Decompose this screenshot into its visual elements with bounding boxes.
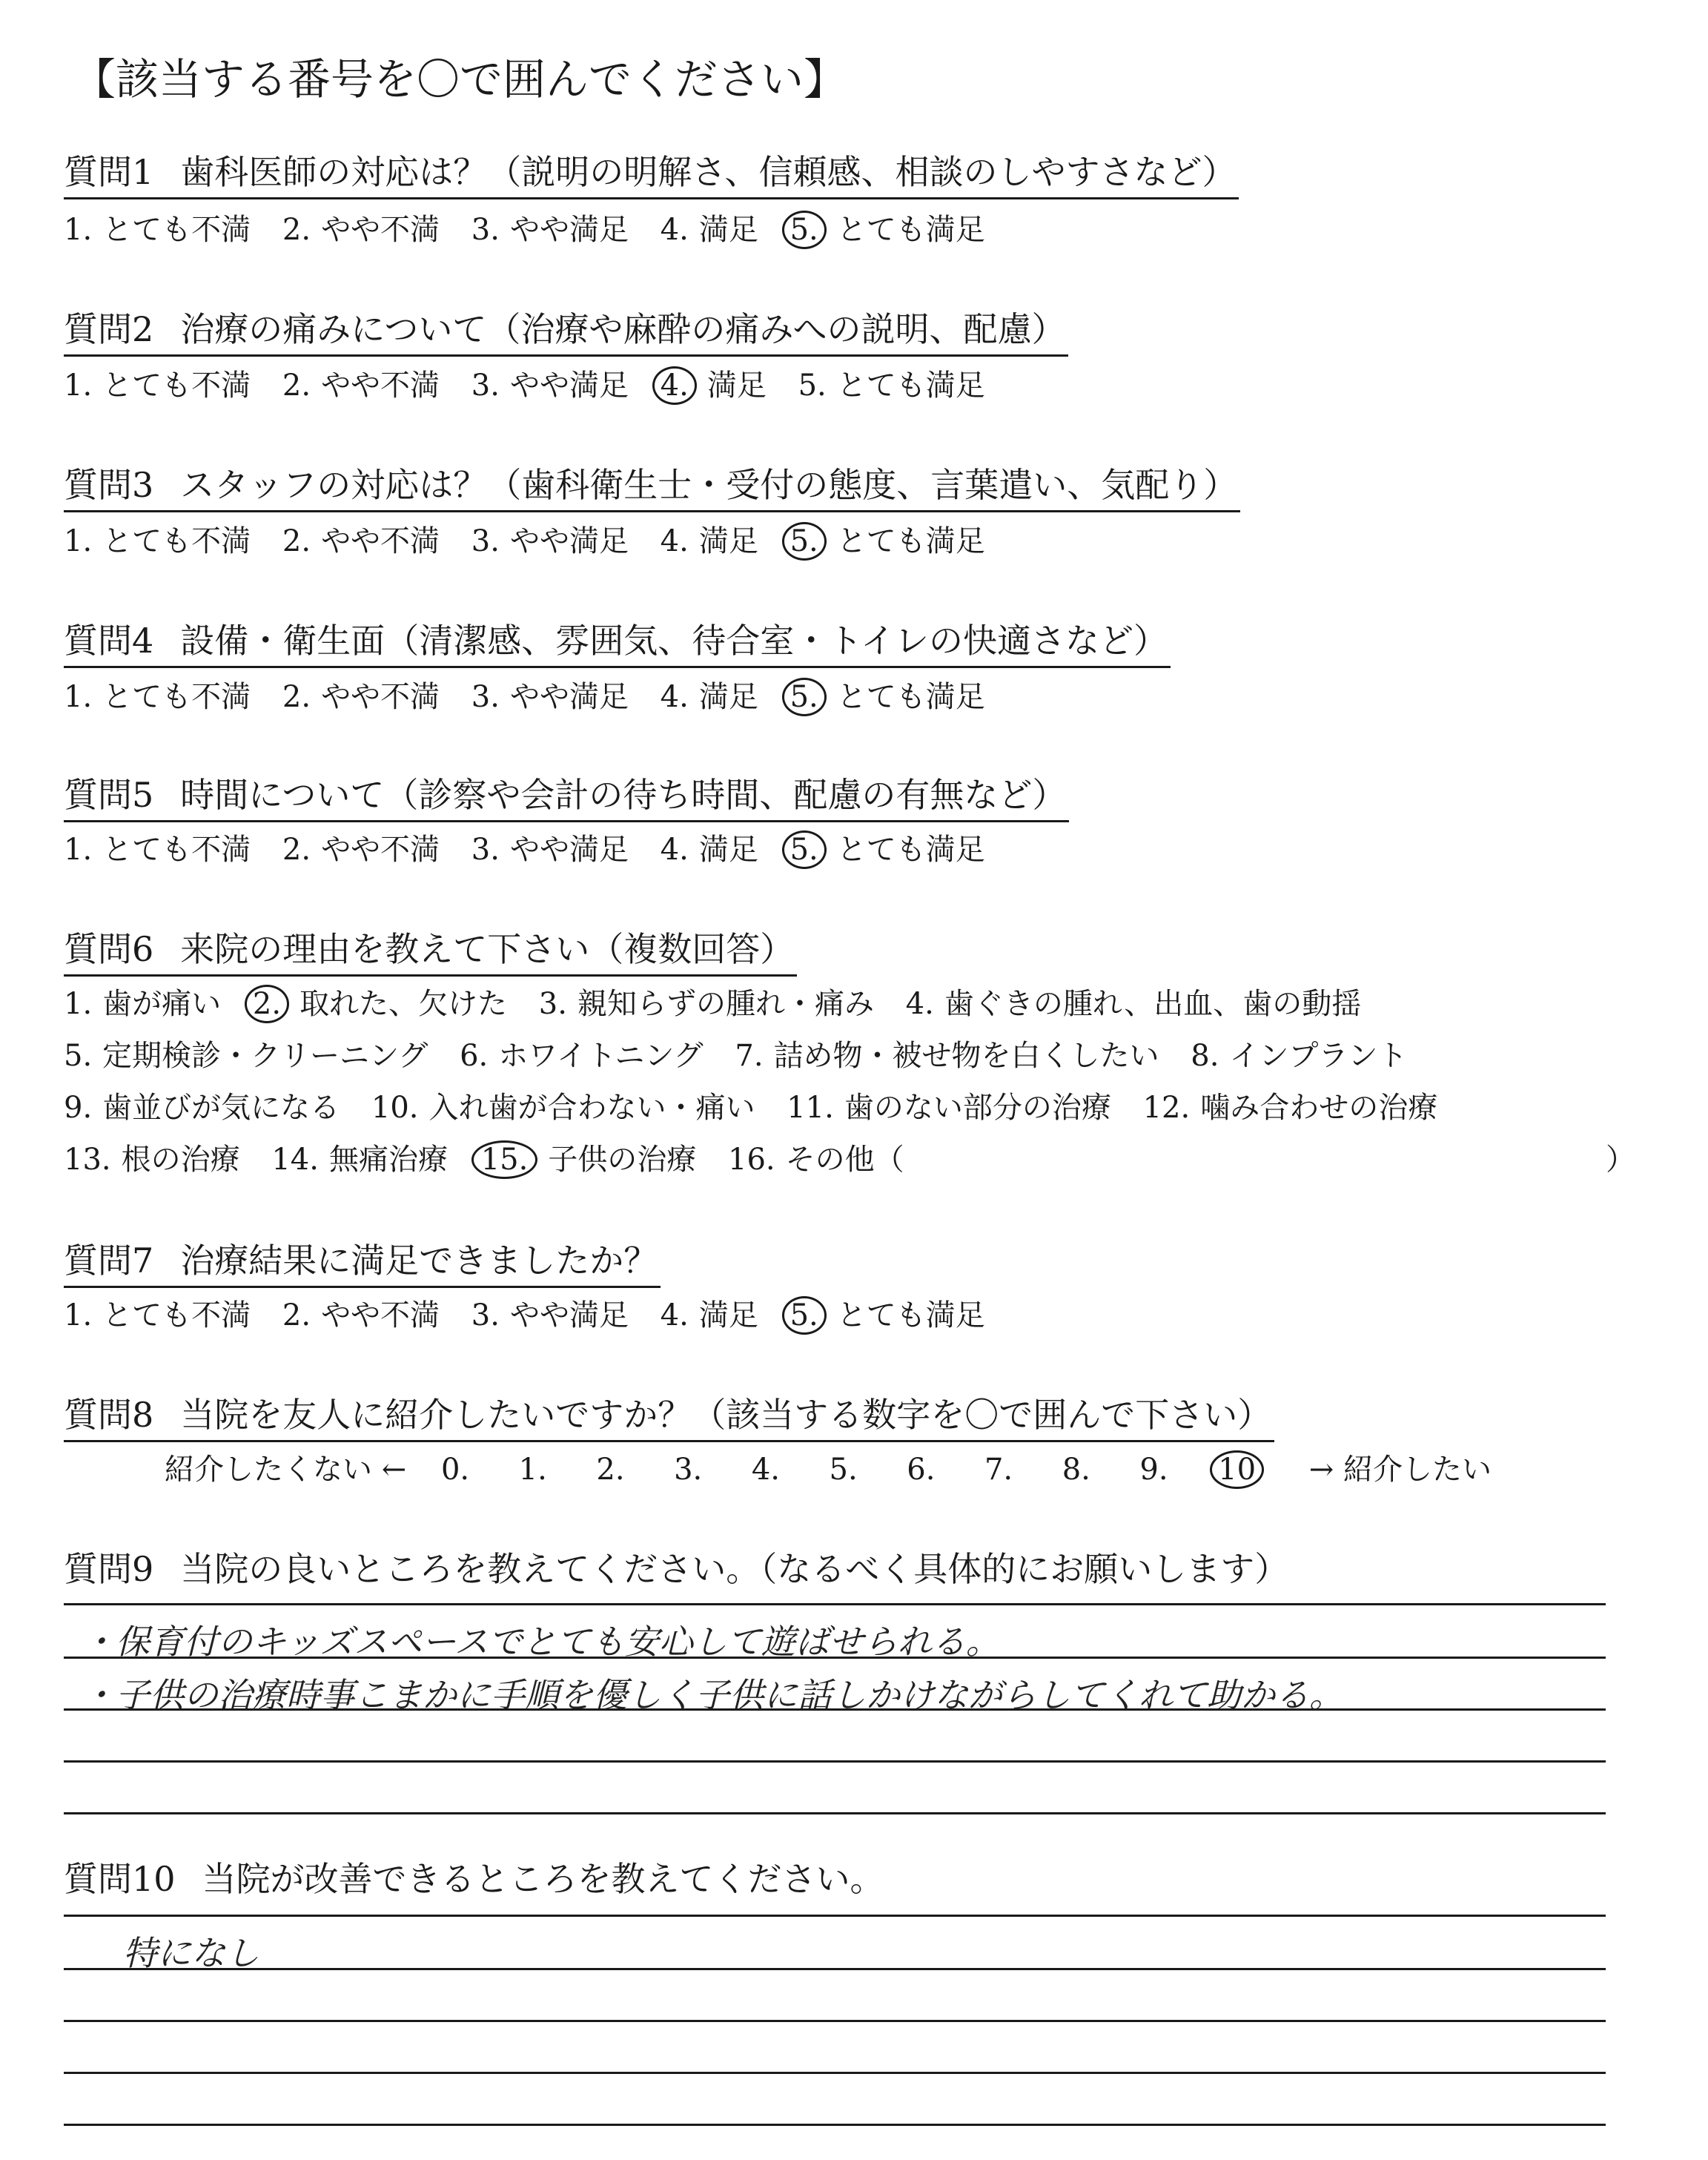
question-6-options-row-4	[64, 1136, 927, 1179]
question-text: スタッフの対応は？（歯科衛生士・受付の態度、言葉遣い、気配り）	[180, 465, 1238, 505]
question-number: 質問10	[64, 1859, 176, 1899]
question-2-heading	[64, 303, 1068, 357]
option-6[interactable]: 6. ホワイトニング	[460, 1039, 704, 1073]
question-1-heading	[64, 145, 1239, 199]
option-4[interactable]: 4. 満足	[660, 524, 758, 558]
option-5[interactable]: 5. とても満足	[790, 1292, 985, 1335]
option-4[interactable]: 4. 満足	[660, 833, 758, 867]
question-number: 質問7	[64, 1241, 154, 1281]
scale-value[interactable]: 3.	[674, 1453, 703, 1487]
option-2[interactable]: 2. やや不満	[282, 680, 440, 714]
question-6-options-row-2	[64, 1032, 1429, 1074]
question-text: 設備・衛生面（清潔感、雰囲気、待合室・トイレの快適さなど）	[180, 621, 1168, 661]
question-7-heading	[64, 1234, 661, 1288]
scale-value[interactable]: 9.	[1139, 1453, 1168, 1487]
scale-value[interactable]: 2.	[596, 1453, 625, 1487]
question-number: 質問9	[64, 1549, 154, 1589]
option-9[interactable]: 9. 歯並びが気になる	[64, 1091, 340, 1125]
option-5[interactable]: 5. とても満足	[790, 826, 985, 869]
option-4[interactable]: 4. 満足	[660, 680, 758, 714]
selected-circle: 4.	[652, 366, 697, 405]
question-6-options-row-1	[64, 980, 1383, 1023]
option-3[interactable]: 3. やや満足	[471, 680, 629, 714]
option-3[interactable]: 3. やや満足	[471, 213, 629, 247]
scale-value[interactable]: 1.	[518, 1453, 547, 1487]
option-4[interactable]: 4. 満足	[660, 1298, 758, 1332]
other-close-paren: ）	[1606, 1143, 1635, 1177]
option-5[interactable]: 5. とても満足	[790, 206, 985, 249]
selected-circle: 5.	[782, 830, 827, 869]
handwritten-answer-1[interactable]: ・保育付のキッズスペースでとても安心して遊ばせられる。	[82, 1622, 1000, 1662]
selected-circle: 5.	[782, 678, 827, 716]
answer-line	[64, 1760, 1606, 1763]
question-number: 質問6	[64, 929, 154, 969]
option-1[interactable]: 1. とても不満	[64, 213, 251, 247]
handwritten-answer[interactable]: 特になし	[123, 1933, 259, 1973]
question-text: 時間について（診察や会計の待ち時間、配慮の有無など）	[180, 775, 1067, 815]
question-text: 来院の理由を教えて下さい（複数回答）	[180, 929, 795, 969]
option-16[interactable]: 16. その他（	[728, 1143, 904, 1177]
question-number: 質問4	[64, 621, 154, 661]
scale-value[interactable]: 4.	[751, 1453, 780, 1487]
selected-circle[interactable]: 10	[1210, 1450, 1264, 1489]
selected-circle: 5.	[782, 522, 827, 561]
question-8-heading	[64, 1388, 1274, 1442]
question-text: 当院が改善できるところを教えてください。	[202, 1859, 884, 1899]
option-3[interactable]: 3. やや満足	[471, 833, 629, 867]
question-5-heading	[64, 768, 1069, 822]
selected-circle: 15.	[471, 1140, 538, 1179]
question-number: 質問3	[64, 465, 154, 505]
scale-right-label: → 紹介したい	[1308, 1453, 1492, 1487]
option-4[interactable]: 4. 満足	[660, 213, 758, 247]
answer-line	[64, 1968, 1606, 1970]
scale-left-label: 紹介したくない ←	[165, 1453, 407, 1487]
option-10[interactable]: 10. 入れ歯が合わない・痛い	[371, 1091, 755, 1125]
option-1[interactable]: 1. とても不満	[64, 680, 251, 714]
handwritten-answer-2[interactable]: ・子供の治療時事こまかに手順を優しく子供に話しかけながらしてくれて助かる。	[82, 1675, 1343, 1715]
option-3[interactable]: 3. やや満足	[471, 369, 629, 403]
option-13[interactable]: 13. 根の治療	[64, 1143, 240, 1177]
scale-value[interactable]: 0.	[440, 1453, 470, 1487]
question-9-heading	[64, 1542, 1291, 1594]
option-15[interactable]: 15. 子供の治療	[480, 1136, 697, 1179]
option-8[interactable]: 8. インプラント	[1191, 1039, 1408, 1073]
option-1[interactable]: 1. とても不満	[64, 1298, 251, 1332]
question-3-heading	[64, 458, 1240, 512]
option-2[interactable]: 2. やや不満	[282, 369, 440, 403]
question-text: 治療の痛みについて（治療や麻酔の痛みへの説明、配慮）	[180, 309, 1066, 349]
option-3[interactable]: 3. やや満足	[471, 1298, 629, 1332]
option-11[interactable]: 11. 歯のない部分の治療	[787, 1091, 1111, 1125]
question-4-heading	[64, 614, 1171, 668]
option-1[interactable]: 1. とても不満	[64, 369, 251, 403]
option-1[interactable]: 1. 歯が痛い	[64, 987, 222, 1021]
question-number: 質問1	[64, 152, 154, 192]
question-text: 当院を友人に紹介したいですか？（該当する数字を〇で囲んで下さい）	[180, 1395, 1272, 1435]
option-5[interactable]: 5. 定期検診・クリーニング	[64, 1039, 428, 1073]
question-6-heading	[64, 922, 797, 977]
question-2-options	[64, 362, 1007, 405]
selected-circle: 2.	[245, 985, 289, 1023]
instruction-heading: 【該当する番号を〇で囲んでください】	[73, 54, 847, 105]
option-2[interactable]: 2. やや不満	[282, 1298, 440, 1332]
option-1[interactable]: 1. とても不満	[64, 833, 251, 867]
question-10-heading	[64, 1852, 887, 1904]
option-1[interactable]: 1. とても不満	[64, 524, 251, 558]
option-5[interactable]: 5. とても満足	[798, 369, 985, 403]
option-5[interactable]: 5. とても満足	[790, 518, 985, 561]
option-7[interactable]: 7. 詰め物・被せ物を白くしたい	[735, 1039, 1159, 1073]
answer-line	[64, 1812, 1606, 1814]
selected-circle: 5.	[782, 211, 827, 249]
question-6-options-row-3	[64, 1084, 1460, 1126]
question-5-options	[64, 826, 1007, 869]
option-5[interactable]: 5. とても満足	[790, 673, 985, 716]
question-number: 質問8	[64, 1395, 154, 1435]
question-number: 質問5	[64, 775, 154, 815]
question-1-options	[64, 206, 1007, 249]
option-2[interactable]: 2. 取れた、欠けた	[253, 980, 507, 1023]
scale-value[interactable]: 8.	[1062, 1453, 1090, 1487]
option-4[interactable]: 4. 歯ぐきの腫れ、出血、歯の動揺	[905, 987, 1362, 1021]
option-2[interactable]: 2. やや不満	[282, 833, 440, 867]
option-3[interactable]: 3. やや満足	[471, 524, 629, 558]
question-4-options	[64, 673, 1007, 716]
answer-line	[64, 2124, 1606, 2126]
answer-line	[64, 1708, 1606, 1711]
option-2[interactable]: 2. やや不満	[282, 524, 440, 558]
answer-line	[64, 1603, 1606, 1605]
answer-line	[64, 2072, 1606, 2074]
scale-value[interactable]: 6.	[907, 1453, 936, 1487]
scale-value[interactable]: 5.	[829, 1453, 858, 1487]
question-7-options	[64, 1292, 1007, 1335]
question-text: 当院の良いところを教えてください。（なるべく具体的にお願いします）	[180, 1549, 1289, 1589]
answer-line	[64, 1915, 1606, 1917]
option-2[interactable]: 2. やや不満	[282, 213, 440, 247]
option-3[interactable]: 3. 親知らずの腫れ・痛み	[538, 987, 874, 1021]
question-number: 質問2	[64, 309, 154, 349]
option-12[interactable]: 12. 噛み合わせの治療	[1142, 1091, 1438, 1125]
scale-value[interactable]: 7.	[984, 1453, 1013, 1487]
option-4[interactable]: 4. 満足	[661, 362, 767, 405]
question-text: 治療結果に満足できましたか？	[180, 1241, 658, 1281]
selected-circle: 5.	[782, 1296, 827, 1335]
answer-line	[64, 1657, 1606, 1659]
question-3-options	[64, 518, 1007, 561]
recommend-scale	[165, 1446, 1492, 1489]
question-text: 歯科医師の対応は？（説明の明解さ、信頼感、相談のしやすさなど）	[180, 152, 1237, 192]
option-14[interactable]: 14. 無痛治療	[271, 1143, 448, 1177]
answer-line	[64, 2020, 1606, 2022]
